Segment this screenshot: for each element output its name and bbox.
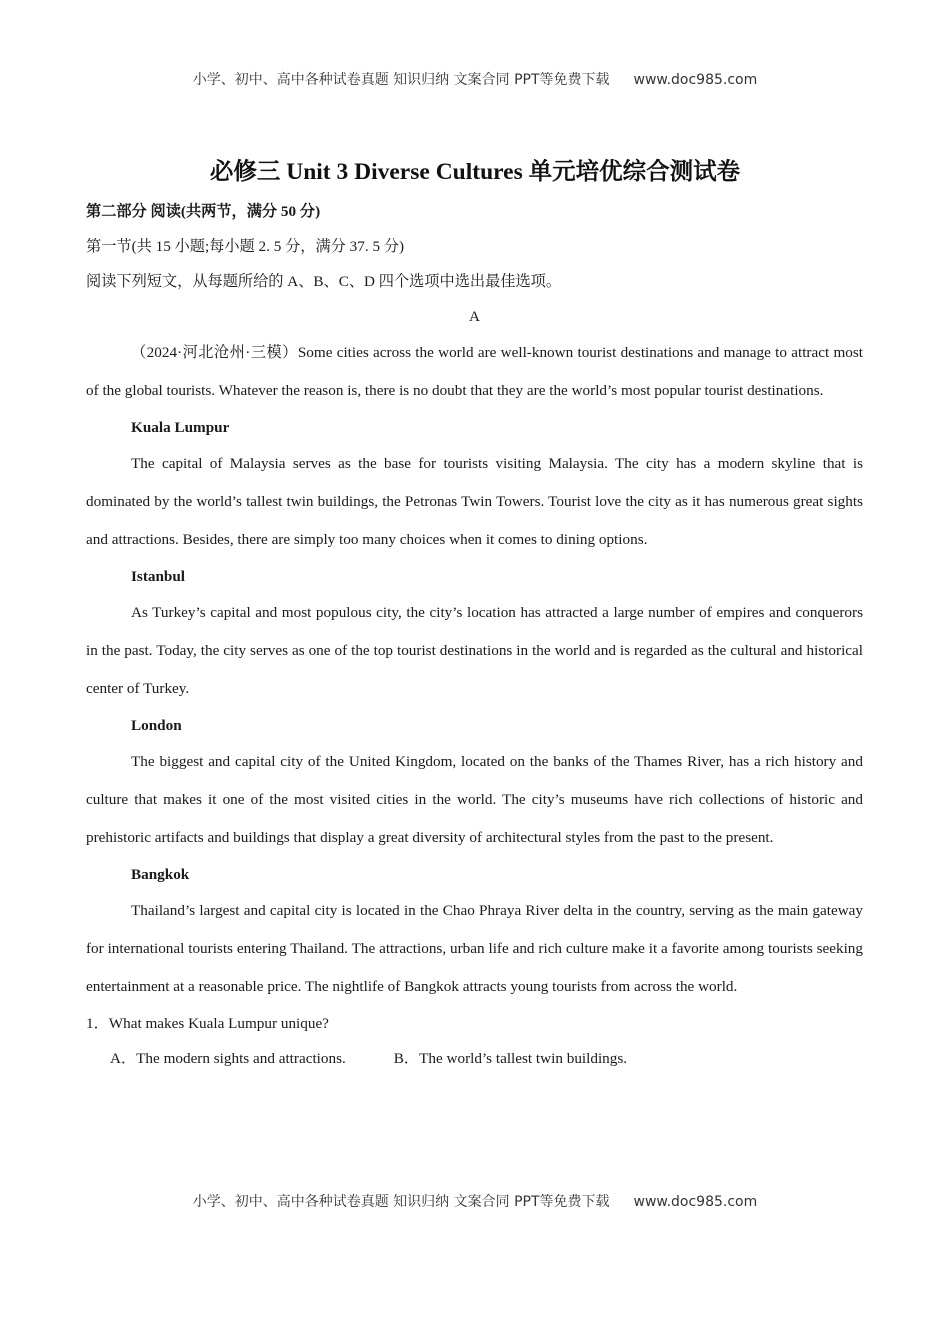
question-stem: 1．What makes Kuala Lumpur unique? — [86, 1015, 329, 1032]
city-heading-bangkok: Bangkok — [131, 866, 190, 883]
header-promo-text: 小学、初中、高中各种试卷真题 知识归纳 文案合同 PPT等免费下载 — [192, 72, 610, 88]
footer-promo-text: 小学、初中、高中各种试卷真题 知识归纳 文案合同 PPT等免费下载 — [192, 1194, 610, 1210]
subsection-heading: 第一节(共 15 小题;每小题 2. 5 分，满分 37. 5 分) — [86, 238, 405, 255]
passage-intro: （2024·河北沧州·三模）Some cities across the world are well-known tourist destinations and manage to attract most of the global tourists. Whatever the reason is, there is no doubt that they are the world’s most popular tourist destinations. — [86, 344, 863, 399]
city-text-kuala-lumpur: The capital of Malaysia serves as the base for tourists visiting Malaysia. The city has a modern skyline that is dominated by the world’s tallest twin buildings, the Petronas Twin Towers. Tourist love the city as it has numerous great sights and attractions. Besides, there are simply too many choices when it comes to dining options. — [86, 455, 863, 548]
city-heading-kuala-lumpur: Kuala Lumpur — [131, 419, 230, 436]
city-text-istanbul: As Turkey’s capital and most populous city, the city’s location has attracted a large number of empires and conquerors in the past. Today, the city serves as one of the top tourist destinations in the world and is regarded as the cultural and historical center of Turkey. — [86, 604, 863, 697]
option-b[interactable]: B．The world’s tallest twin buildings. — [393, 1050, 628, 1067]
city-heading-london: London — [131, 717, 182, 734]
document-body — [86, 194, 863, 1076]
page-title: 必修三 Unit 3 Diverse Cultures 单元培优综合测试卷 — [209, 159, 741, 185]
page-footer — [0, 1191, 950, 1211]
passage-label: A — [469, 308, 480, 325]
page-header — [0, 69, 950, 89]
city-text-bangkok: Thailand’s largest and capital city is located in the Chao Phraya River delta in the country, serving as the main gateway for international tourists entering Thailand. The attractions, urban life and rich culture make it a favorite among tourists seeking entertainment at a reasonable price. The nightlife of Bangkok attracts young tourists from across the world. — [86, 902, 863, 995]
city-heading-istanbul: Istanbul — [131, 568, 186, 585]
option-a[interactable]: A．The modern sights and attractions. — [110, 1050, 346, 1067]
header-url[interactable]: www.doc985.com — [633, 72, 758, 88]
section-part-heading: 第二部分 阅读(共两节，满分 50 分) — [86, 203, 321, 220]
instruction-text: 阅读下列短文，从每题所给的 A、B、C、D 四个选项中选出最佳选项。 — [86, 273, 562, 290]
city-text-london: The biggest and capital city of the United Kingdom, located on the banks of the Thames River, has a rich history and culture that makes it one of the most visited cities in the world. The city’s museums have rich collections of historic and prehistoric artifacts and buildings that display a great diversity of architectural styles from the past to the present. — [86, 753, 863, 846]
footer-url[interactable]: www.doc985.com — [633, 1194, 758, 1210]
question-options — [86, 1041, 863, 1076]
